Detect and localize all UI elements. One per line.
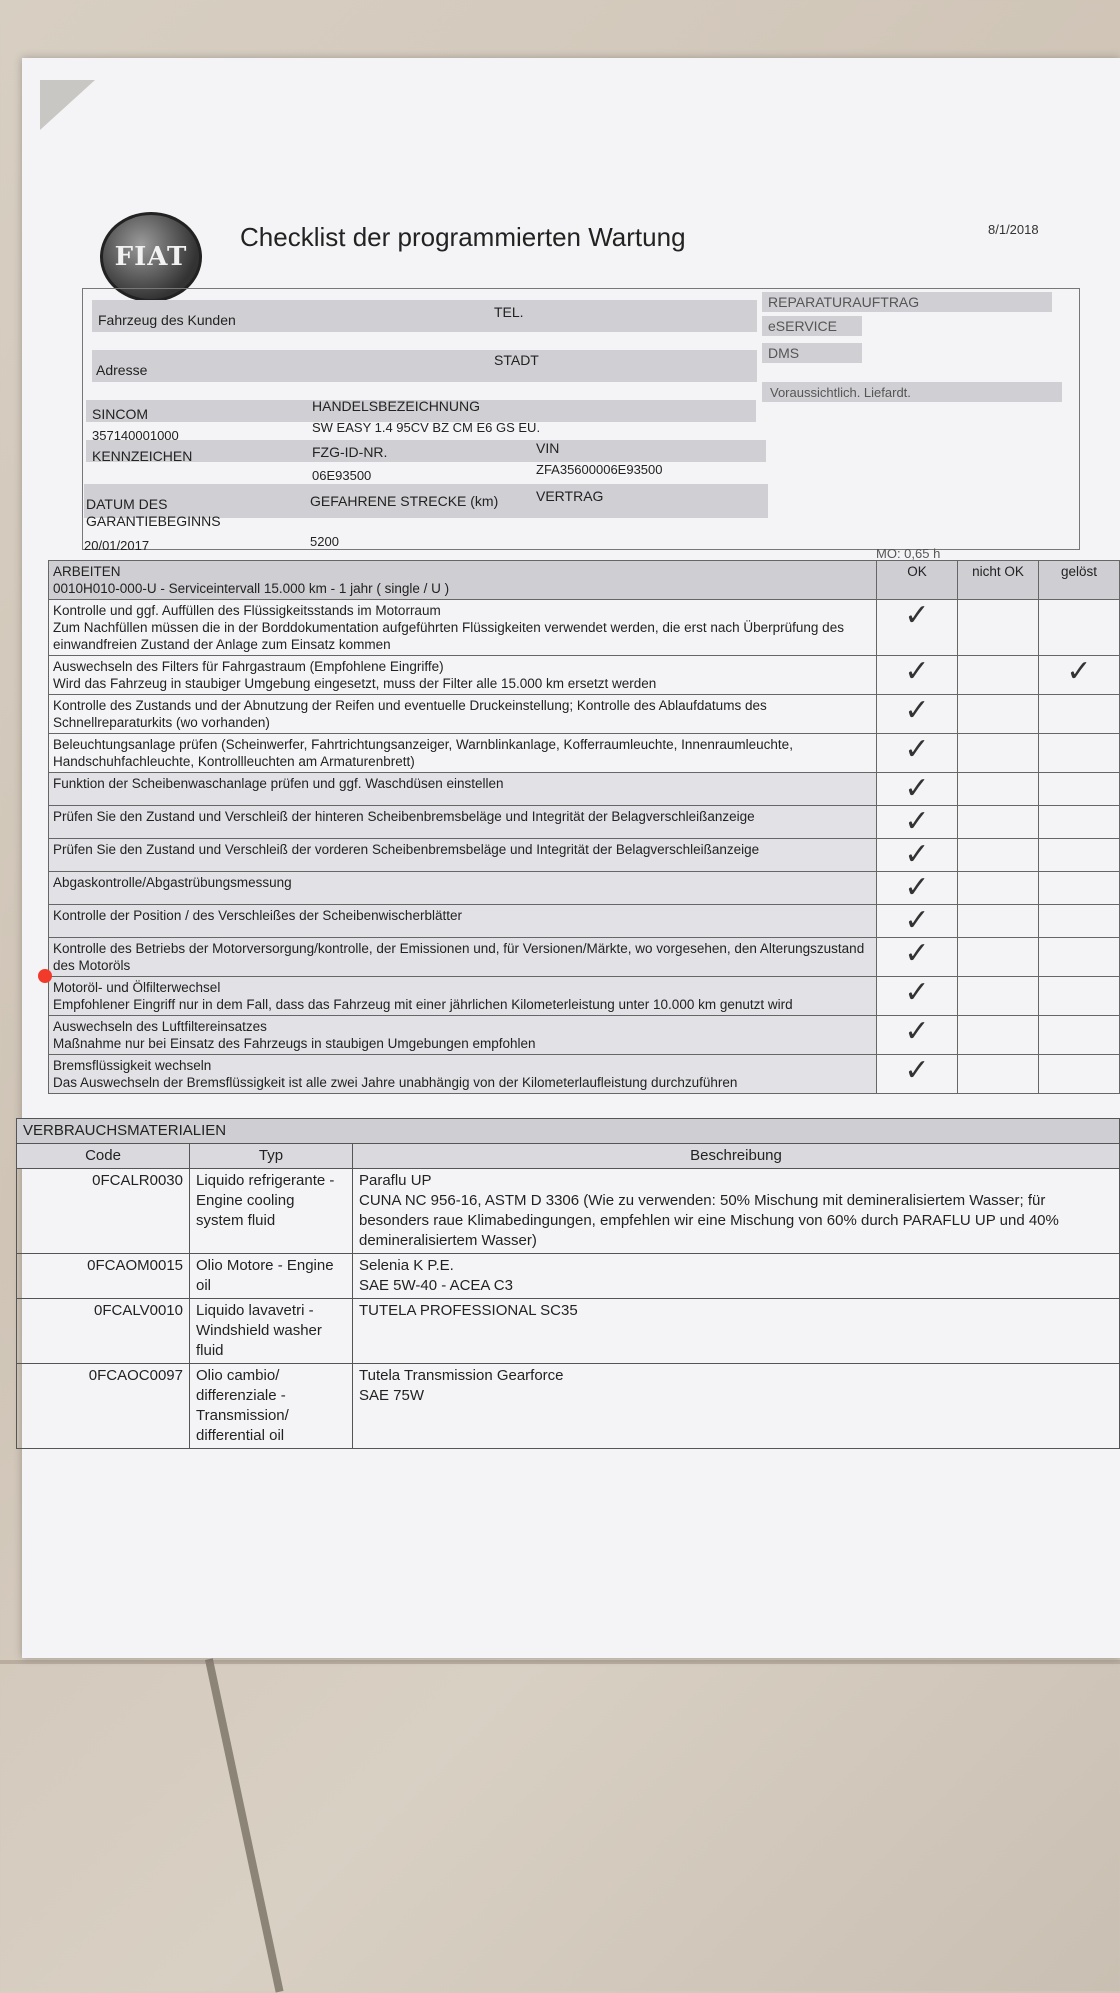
vehicle-label: Fahrzeug des Kunden	[98, 312, 236, 328]
material-description: Selenia K P.E. SAE 5W-40 - ACEA C3	[353, 1254, 1120, 1299]
check-cell-ok	[877, 872, 958, 905]
material-row	[17, 1364, 1120, 1449]
material-code: 0FCAOM0015	[17, 1254, 190, 1299]
check-cell-not-ok	[958, 938, 1039, 977]
dms-label: DMS	[768, 345, 800, 361]
check-cell-not-ok	[958, 734, 1039, 773]
work-item-row	[49, 773, 1120, 806]
work-item-text: Kontrolle des Betriebs der Motorversorgung/kontrolle, der Emissionen und, für Versionen/Märkte, wo vorgesehen, den Alterungszustand des Motoröls	[49, 938, 877, 977]
check-mark-icon: ✓	[904, 870, 930, 905]
col-code: Code	[17, 1144, 190, 1169]
materials-table	[16, 1118, 1120, 1449]
work-item-text: Bremsflüssigkeit wechseln Das Auswechseln der Bremsflüssigkeit ist alle zwei Jahre unabhängig von der Kilometerlaufleistung durchzuführen	[49, 1055, 877, 1094]
repair-order-label: REPARATURAUFTRAG	[768, 294, 920, 310]
check-cell-not-ok	[958, 872, 1039, 905]
address-label: Adresse	[96, 362, 148, 378]
work-item-row	[49, 656, 1120, 695]
material-code: 0FCALR0030	[17, 1169, 190, 1254]
document-date: 8/1/2018	[988, 222, 1039, 237]
work-item-text: Motoröl- und Ölfilterwechsel Empfohlener Eingriff nur in dem Fall, dass das Fahrzeug mit einer jährlichen Kilometerleistung unter 10.000 km genutzt wird	[49, 977, 877, 1016]
material-row	[17, 1254, 1120, 1299]
materials-section-row	[17, 1119, 1120, 1144]
check-cell-ok	[877, 839, 958, 872]
contract-label: VERTRAG	[536, 488, 604, 504]
material-code: 0FCALV0010	[17, 1299, 190, 1364]
material-code: 0FCAOC0097	[17, 1364, 190, 1449]
work-item-row	[49, 1055, 1120, 1094]
work-item-row	[49, 734, 1120, 773]
check-cell-solved	[1039, 695, 1120, 734]
red-marker-dot	[38, 969, 52, 983]
work-item-row	[49, 938, 1120, 977]
check-mark-icon: ✓	[904, 1014, 930, 1049]
check-mark-icon: ✓	[904, 903, 930, 938]
material-description: Paraflu UP CUNA NC 956-16, ASTM D 3306 (Wie zu verwenden: 50% Mischung mit demineralisiertem Wasser; für besonders raue Klimabedingungen, empfehlen wir eine Mischung von 60% durch PARAFLU UP und 40% demineralisiertem Wasser)	[353, 1169, 1120, 1254]
work-header-row	[49, 561, 1120, 600]
check-mark-icon: ✓	[904, 732, 930, 767]
check-cell-solved	[1039, 1055, 1120, 1094]
check-mark-icon: ✓	[1066, 654, 1092, 689]
check-mark-icon: ✓	[904, 804, 930, 839]
trade-name-value: SW EASY 1.4 95CV BZ CM E6 GS EU.	[312, 420, 541, 435]
work-item-row	[49, 872, 1120, 905]
material-type: Olio cambio/ differenziale - Transmission/ differential oil	[190, 1364, 353, 1449]
warranty-value: 20/01/2017	[84, 538, 150, 553]
check-mark-icon: ✓	[904, 598, 930, 633]
check-cell-ok	[877, 905, 958, 938]
material-description: Tutela Transmission Gearforce SAE 75W	[353, 1364, 1120, 1449]
check-cell-ok	[877, 1016, 958, 1055]
vin-label: VIN	[536, 440, 560, 456]
folded-corner	[40, 80, 95, 130]
page-title: Checklist der programmierten Wartung	[240, 222, 686, 252]
plate-label: KENNZEICHEN	[92, 448, 193, 464]
check-cell-solved	[1039, 905, 1120, 938]
warranty-label: DATUM DES GARANTIEBEGINNS	[86, 496, 221, 529]
city-label: STADT	[494, 352, 539, 368]
col-ok: OK	[877, 561, 958, 600]
work-item-text: Beleuchtungsanlage prüfen (Scheinwerfer, Fahrtrichtungsanzeiger, Warnblinkanlage, Kofferraumleuchte, Innenraumleuchte, Handschuhfachleuchte, Kontrollleuchten am Armaturenbrett)	[49, 734, 877, 773]
work-item-text: Kontrolle der Position / des Verschleißes der Scheibenwischerblätter	[49, 905, 877, 938]
check-cell-solved	[1039, 839, 1120, 872]
check-mark-icon: ✓	[904, 693, 930, 728]
distance-value: 5200	[310, 534, 339, 549]
sincom-label: SINCOM	[92, 406, 148, 422]
check-cell-ok	[877, 600, 958, 656]
work-item-text: Prüfen Sie den Zustand und Verschleiß der vorderen Scheibenbremsbeläge und Integrität der Belagverschleißanzeige	[49, 839, 877, 872]
check-cell-not-ok	[958, 905, 1039, 938]
floor-tile-line	[205, 1658, 284, 1992]
vin-value: ZFA35600006E93500	[536, 462, 663, 477]
check-cell-not-ok	[958, 773, 1039, 806]
check-cell-solved	[1039, 977, 1120, 1016]
check-cell-ok	[877, 1055, 958, 1094]
check-mark-icon: ✓	[904, 654, 930, 689]
floor-seam	[0, 1660, 1120, 1664]
work-checklist-table	[48, 560, 1120, 1094]
distance-label: GEFAHRENE STRECKE (km)	[310, 493, 499, 509]
work-item-text: Auswechseln des Filters für Fahrgastraum (Empfohlene Eingriffe) Wird das Fahrzeug in staubiger Umgebung eingesetzt, muss der Filter alle 15.000 km ersetzt werden	[49, 656, 877, 695]
material-row	[17, 1169, 1120, 1254]
check-mark-icon: ✓	[904, 1053, 930, 1088]
check-cell-ok	[877, 695, 958, 734]
materials-header-row	[17, 1144, 1120, 1169]
fzg-value: 06E93500	[312, 468, 372, 483]
material-type: Olio Motore - Engine oil	[190, 1254, 353, 1299]
check-mark-icon: ✓	[904, 837, 930, 872]
address-bar	[92, 350, 757, 382]
check-cell-not-ok	[958, 656, 1039, 695]
col-type: Typ	[190, 1144, 353, 1169]
check-cell-ok	[877, 977, 958, 1016]
work-item-text: Funktion der Scheibenwaschanlage prüfen und ggf. Waschdüsen einstellen	[49, 773, 877, 806]
check-cell-ok	[877, 734, 958, 773]
check-cell-not-ok	[958, 1016, 1039, 1055]
work-item-text: Auswechseln des Luftfiltereinsatzes Maßnahme nur bei Einsatz des Fahrzeugs in staubigen Umgebungen empfohlen	[49, 1016, 877, 1055]
sincom-value: 357140001000	[92, 428, 179, 443]
work-item-row	[49, 905, 1120, 938]
check-cell-ok	[877, 656, 958, 695]
check-cell-solved	[1039, 938, 1120, 977]
check-cell-ok	[877, 806, 958, 839]
work-header-label: ARBEITEN	[53, 564, 121, 579]
check-cell-not-ok	[958, 695, 1039, 734]
col-not-ok: nicht OK	[958, 561, 1039, 600]
material-type: Liquido lavavetri - Windshield washer fluid	[190, 1299, 353, 1364]
work-item-row	[49, 839, 1120, 872]
check-cell-not-ok	[958, 806, 1039, 839]
work-item-row	[49, 977, 1120, 1016]
material-description: TUTELA PROFESSIONAL SC35	[353, 1299, 1120, 1364]
material-row	[17, 1299, 1120, 1364]
fzg-label: FZG-ID-NR.	[312, 444, 388, 460]
check-cell-ok	[877, 773, 958, 806]
col-desc: Beschreibung	[353, 1144, 1120, 1169]
col-solved: gelöst	[1039, 561, 1120, 600]
work-item-text: Kontrolle des Zustands und der Abnutzung der Reifen und eventuelle Druckeinstellung; Kontrolle des Ablaufdatums des Schnellreparaturkits (wo vorhanden)	[49, 695, 877, 734]
work-item-text: Abgaskontrolle/Abgastrübungsmessung	[49, 872, 877, 905]
work-item-text: Kontrolle und ggf. Auffüllen des Flüssigkeitsstands im Motorraum Zum Nachfüllen müssen die in der Borddokumentation aufgeführten Flüssigkeiten verwendet werden, die erst nach Überprüfung des einwandfreien Zustand der Anlage zum Einsatz kommen	[49, 600, 877, 656]
check-cell-solved	[1039, 600, 1120, 656]
check-cell-not-ok	[958, 977, 1039, 1016]
check-cell-solved	[1039, 806, 1120, 839]
fiat-logo: FIAT	[100, 212, 202, 302]
service-code: 0010H010-000-U - Serviceintervall 15.000 km - 1 jahr ( single / U )	[53, 581, 450, 596]
check-cell-solved	[1039, 734, 1120, 773]
check-cell-solved	[1039, 656, 1120, 695]
check-mark-icon: ✓	[904, 771, 930, 806]
check-cell-not-ok	[958, 600, 1039, 656]
tel-label: TEL.	[494, 304, 524, 320]
trade-name-label: HANDELSBEZEICHNUNG	[312, 398, 481, 414]
materials-section-label: VERBRAUCHSMATERIALIEN	[17, 1119, 1120, 1144]
check-cell-not-ok	[958, 839, 1039, 872]
check-cell-not-ok	[958, 1055, 1039, 1094]
check-cell-solved	[1039, 1016, 1120, 1055]
eservice-label: eSERVICE	[768, 318, 837, 334]
mo-label: MO: 0,65 h	[876, 546, 941, 561]
work-item-row	[49, 1016, 1120, 1055]
check-cell-solved	[1039, 773, 1120, 806]
work-header-cell	[49, 561, 877, 600]
check-mark-icon: ✓	[904, 975, 930, 1010]
check-cell-solved	[1039, 872, 1120, 905]
check-cell-ok	[877, 938, 958, 977]
work-item-row	[49, 695, 1120, 734]
delivery-label: Voraussichtlich. Liefardt.	[770, 385, 911, 400]
work-item-row	[49, 806, 1120, 839]
check-mark-icon: ✓	[904, 936, 930, 971]
work-item-row	[49, 600, 1120, 656]
work-item-text: Prüfen Sie den Zustand und Verschleiß der hinteren Scheibenbremsbeläge und Integrität der Belagverschleißanzeige	[49, 806, 877, 839]
material-type: Liquido refrigerante - Engine cooling system fluid	[190, 1169, 353, 1254]
